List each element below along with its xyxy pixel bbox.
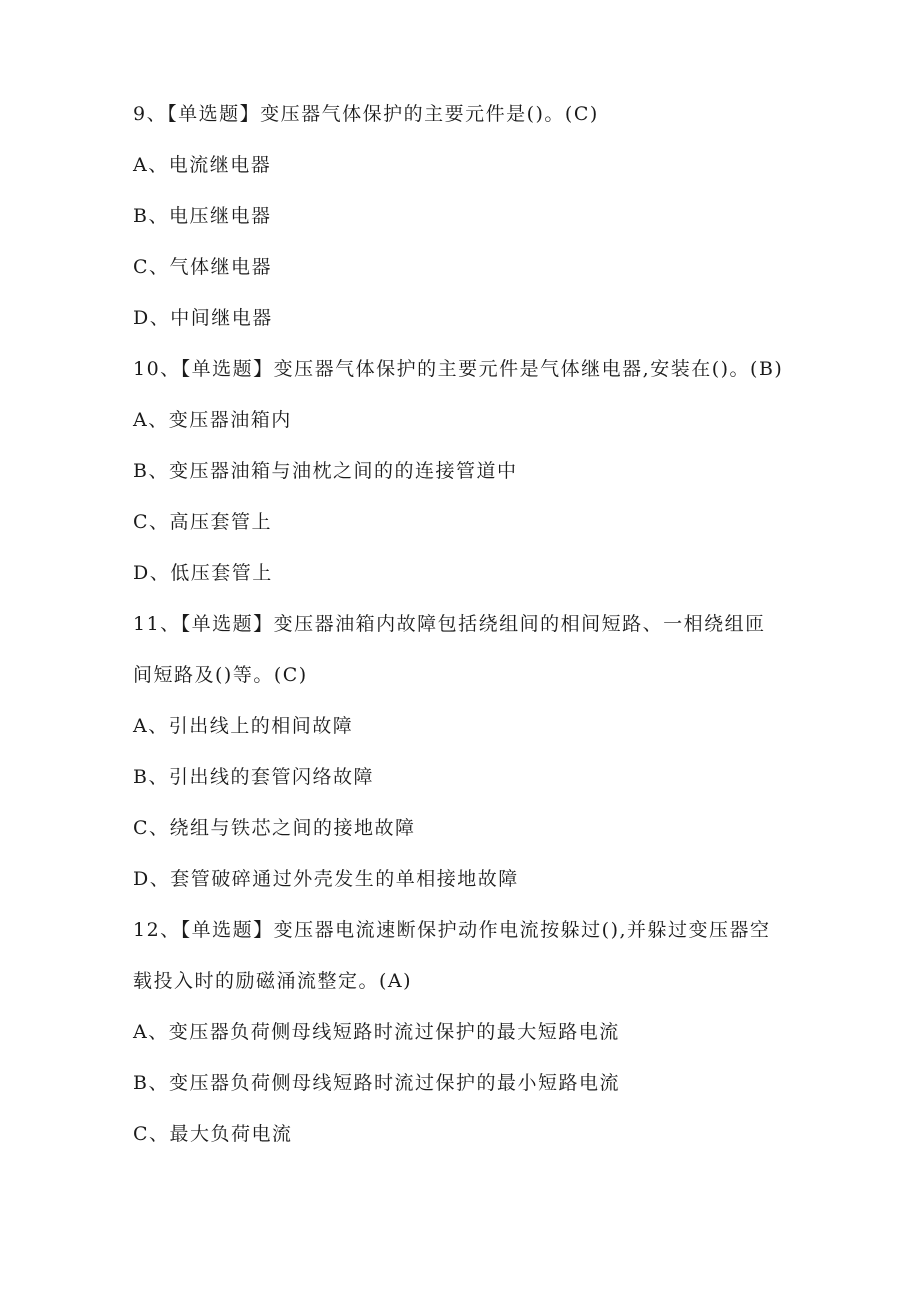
question-12-option-a: A、变压器负荷侧母线短路时流过保护的最大短路电流: [133, 1021, 620, 1043]
question-9-option-d: D、中间继电器: [133, 307, 273, 329]
question-10-option-d: D、低压套管上: [133, 562, 273, 584]
question-11-option-d: D、套管破碎通过外壳发生的单相接地故障: [133, 868, 519, 890]
question-11-stem-line-2: 间短路及()等。(C): [133, 664, 308, 686]
question-10-option-b: B、变压器油箱与油枕之间的的连接管道中: [133, 460, 518, 482]
question-9-stem: 9、【单选题】变压器气体保护的主要元件是()。(C): [133, 103, 599, 125]
question-12-option-b: B、变压器负荷侧母线短路时流过保护的最小短路电流: [133, 1072, 620, 1094]
question-11-option-c: C、绕组与铁芯之间的接地故障: [133, 817, 416, 839]
question-11-stem-line-1: 11、【单选题】变压器油箱内故障包括绕组间的相间短路、一相绕组匝: [133, 613, 766, 635]
question-10-option-a: A、变压器油箱内: [133, 409, 292, 431]
question-10-option-c: C、高压套管上: [133, 511, 273, 533]
question-11-option-b: B、引出线的套管闪络故障: [133, 766, 374, 788]
question-9-option-b: B、电压继电器: [133, 205, 272, 227]
question-11-option-a: A、引出线上的相间故障: [133, 715, 354, 737]
question-9-option-c: C、气体继电器: [133, 256, 273, 278]
question-12-option-c: C、最大负荷电流: [133, 1123, 293, 1145]
question-10-stem: 10、【单选题】变压器气体保护的主要元件是气体继电器,安装在()。(B): [133, 358, 784, 380]
question-12-stem-line-1: 12、【单选题】变压器电流速断保护动作电流按躲过(),并躲过变压器空: [133, 919, 771, 941]
question-9-option-a: A、电流继电器: [133, 154, 272, 176]
question-12-stem-line-2: 载投入时的励磁涌流整定。(A): [133, 970, 413, 992]
